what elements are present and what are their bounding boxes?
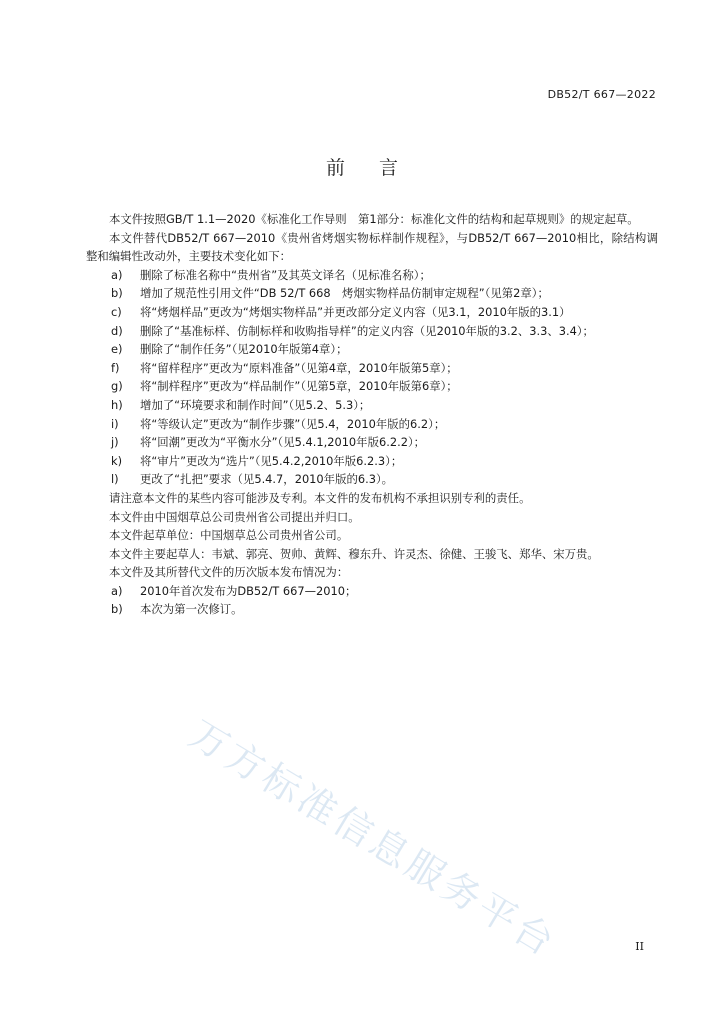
list-marker: l) [111, 472, 119, 487]
page-title: 前言 [325, 157, 432, 179]
list-item-text: 删除了“基准标样、仿制标样和收购指导样”的定义内容（见2010年版的3.2、3.3、3.4）； [140, 323, 594, 338]
technical-changes-list [86, 266, 658, 489]
list-item-text: 更改了“扎把”要求（见5.4.7，2010年版的6.3）。 [140, 472, 394, 487]
list-marker: b) [111, 286, 123, 301]
list-marker: f) [111, 360, 120, 375]
list-item-text: 删除了标准名称中“贵州省”及其英文译名（见标准名称）； [140, 267, 431, 282]
list-marker: i) [111, 416, 119, 431]
list-item-text: 将“烤烟样品”更改为“烤烟实物样品”并更改部分定义内容（见3.1，2010年版的3.1） [140, 304, 571, 319]
watermark: 万方标准信息服务平台 [181, 711, 565, 966]
drafters: 本文件主要起草人：韦斌、郭亮、贺帅、黄辉、穆东升、许灵杰、徐健、王骏飞、郑华、宋万贵。 [109, 546, 599, 561]
drafting-rule-paragraph: 本文件按照GB/T 1.1—2020《标准化工作导则 第1部分：标准化文件的结构和起草规则》的规定起草。 [109, 212, 639, 226]
list-marker: a) [111, 583, 123, 598]
list-item [86, 396, 658, 415]
list-item-text: 将“等级认定”更改为“制作步骤”（见5.4，2010年版的6.2）； [140, 416, 446, 431]
list-marker: h) [111, 397, 123, 412]
list-item [86, 433, 658, 452]
list-item [86, 600, 658, 619]
version-history-intro: 本文件及其所替代文件的历次版本发布情况为： [109, 565, 349, 580]
list-item-text: 增加了“环境要求和制作时间”（见5.2、5.3）； [140, 397, 371, 412]
list-item [86, 359, 658, 378]
standard-code: DB52/T 667—2022 [547, 88, 656, 101]
proposer-statement: 本文件由中国烟草总公司贵州省公司提出并归口。 [109, 509, 360, 524]
list-item-text: 将“留样程序”更改为“原料准备”（见第4章，2010年版第5章）； [140, 360, 458, 375]
list-item [86, 470, 658, 489]
list-item [86, 303, 658, 322]
patent-notice: 请注意本文件的某些内容可能涉及专利。本文件的发布机构不承担识别专利的责任。 [109, 490, 531, 505]
replacement-paragraph: 本文件替代DB52/T 667—2010《贵州省烤烟实物标样制作规程》，与DB52/T 667—2010相比，除结构调整和编辑性改动外，主要技术变化如下： [86, 230, 658, 264]
list-item-text: 本次为第一次修订。 [140, 602, 243, 617]
list-marker: g) [111, 379, 123, 394]
list-marker: d) [111, 323, 123, 338]
list-item [86, 415, 658, 434]
list-item-text: 增加了规范性引用文件“DB 52/T 668 烤烟实物样品仿制审定规程”（见第2章）； [140, 286, 549, 301]
list-item [86, 284, 658, 303]
list-item-text: 将“制样程序”更改为“样品制作”（见第5章，2010年版第6章）； [140, 379, 458, 394]
list-marker: j) [111, 435, 119, 450]
list-marker: a) [111, 267, 123, 282]
version-history-list [86, 582, 658, 619]
list-item [86, 452, 658, 471]
list-item [86, 377, 658, 396]
list-item [86, 340, 658, 359]
list-item-text: 将“回潮”更改为“平衡水分”（见5.4.1,2010年版6.2.2）； [140, 435, 426, 450]
list-item [86, 582, 658, 601]
list-item [86, 266, 658, 285]
list-marker: e) [111, 342, 123, 357]
list-item-text: 删除了“制作任务”（见2010年版第4章）； [140, 342, 348, 357]
list-marker: c) [111, 304, 122, 319]
list-item-text: 将“审片”更改为“选片”（见5.4.2,2010年版6.2.3）； [140, 453, 403, 468]
document-body [86, 210, 658, 619]
list-item-text: 2010年首次发布为DB52/T 667—2010； [140, 583, 357, 598]
page-number: II [635, 940, 644, 953]
list-marker: k) [111, 453, 123, 468]
list-item [86, 322, 658, 341]
list-marker: b) [111, 602, 123, 617]
drafting-unit: 本文件起草单位：中国烟草总公司贵州省公司。 [109, 528, 349, 543]
